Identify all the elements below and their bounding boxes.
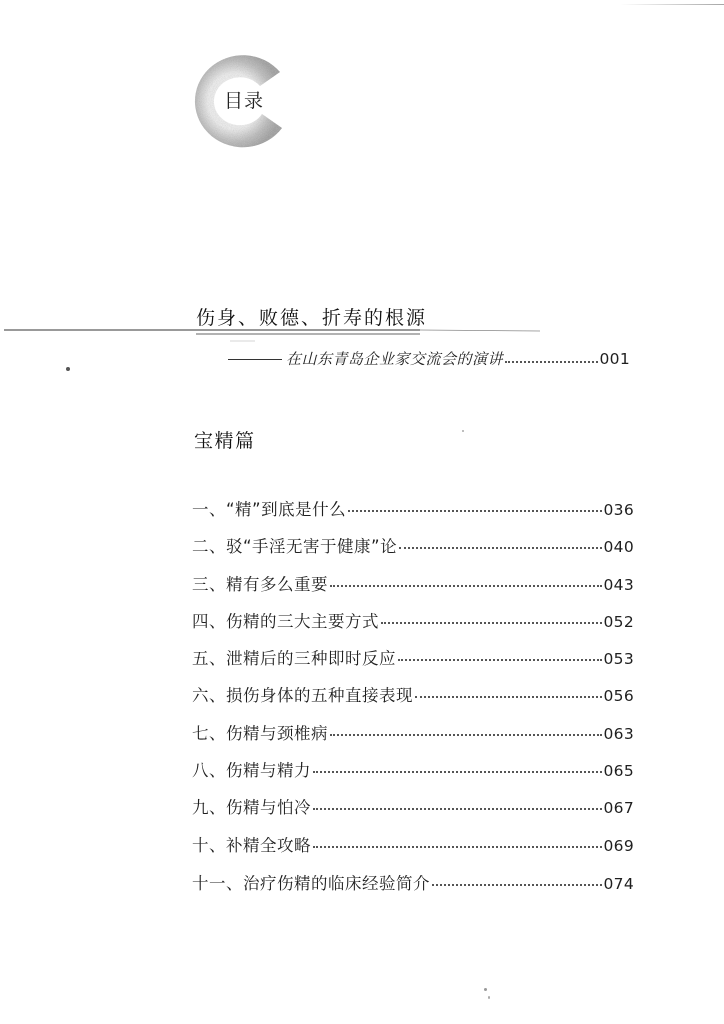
dot-leader (398, 659, 602, 661)
toc-entry[interactable] (192, 720, 634, 744)
page-number: 053 (603, 650, 634, 668)
toc-entry[interactable] (192, 496, 634, 520)
toc-entry[interactable] (192, 533, 634, 557)
subtitle-label: 在山东青岛企业家交流会的演讲 (286, 350, 504, 368)
scan-speck (488, 996, 490, 999)
dot-leader (313, 771, 602, 773)
page-number: 036 (603, 501, 634, 519)
dot-leader (505, 361, 597, 363)
scan-speck (66, 367, 70, 371)
page-number: 040 (603, 538, 634, 556)
page-number: 001 (599, 350, 630, 368)
dot-leader (313, 846, 602, 848)
toc-entry[interactable] (192, 870, 634, 894)
toc-entry-label: 四、伤精的三大主要方式 (192, 612, 379, 631)
page-edge-shadow (620, 4, 724, 5)
toc-entry-label: 七、伤精与颈椎病 (192, 724, 328, 743)
toc-entry-label: 一、“精”到底是什么 (192, 500, 347, 519)
dot-leader (399, 547, 601, 549)
page-number: 052 (603, 613, 634, 631)
toc-entry[interactable] (192, 571, 634, 595)
page-number: 069 (603, 837, 634, 855)
page-number: 043 (603, 576, 634, 594)
dot-leader (415, 696, 602, 698)
toc-entry-label: 十一、治疗伤精的临床经验简介 (192, 874, 430, 893)
dot-leader (432, 884, 602, 886)
page-number: 067 (603, 799, 634, 817)
toc-entry-label: 五、泄精后的三种即时反应 (192, 649, 396, 668)
toc-entry-label: 六、损伤身体的五种直接表现 (192, 686, 413, 705)
toc-entry[interactable] (192, 794, 634, 818)
dot-leader (330, 734, 602, 736)
toc-entry[interactable] (192, 682, 634, 706)
main-section-title: 伤身、败德、折寿的根源 (196, 307, 428, 329)
toc-entry-label: 三、精有多么重要 (192, 575, 328, 594)
dot-leader (313, 808, 602, 810)
toc-entry[interactable] (192, 832, 634, 856)
toc-entry[interactable] (192, 608, 634, 632)
page-number: 056 (603, 687, 634, 705)
page-number: 065 (603, 762, 634, 780)
main-section-subtitle-entry[interactable] (228, 348, 630, 369)
dot-leader (381, 622, 602, 624)
page-number: 063 (603, 725, 634, 743)
toc-entry-label: 九、伤精与怕冷 (192, 798, 311, 817)
toc-entry-label: 二、驳“手淫无害于健康”论 (192, 537, 398, 556)
dot-leader (348, 510, 601, 512)
scan-speck (484, 988, 487, 991)
contents-logo-label: 目录 (224, 90, 265, 112)
toc-entry[interactable] (192, 645, 634, 669)
dot-leader (330, 585, 602, 587)
scan-speck (462, 430, 464, 432)
chapter-heading: 宝精篇 (194, 430, 256, 452)
toc-entry[interactable] (192, 757, 634, 781)
page-number: 074 (603, 875, 634, 893)
toc-entry-label: 八、伤精与精力 (192, 761, 311, 780)
em-dash (228, 359, 282, 360)
toc-entry-label: 十、补精全攻略 (192, 836, 311, 855)
